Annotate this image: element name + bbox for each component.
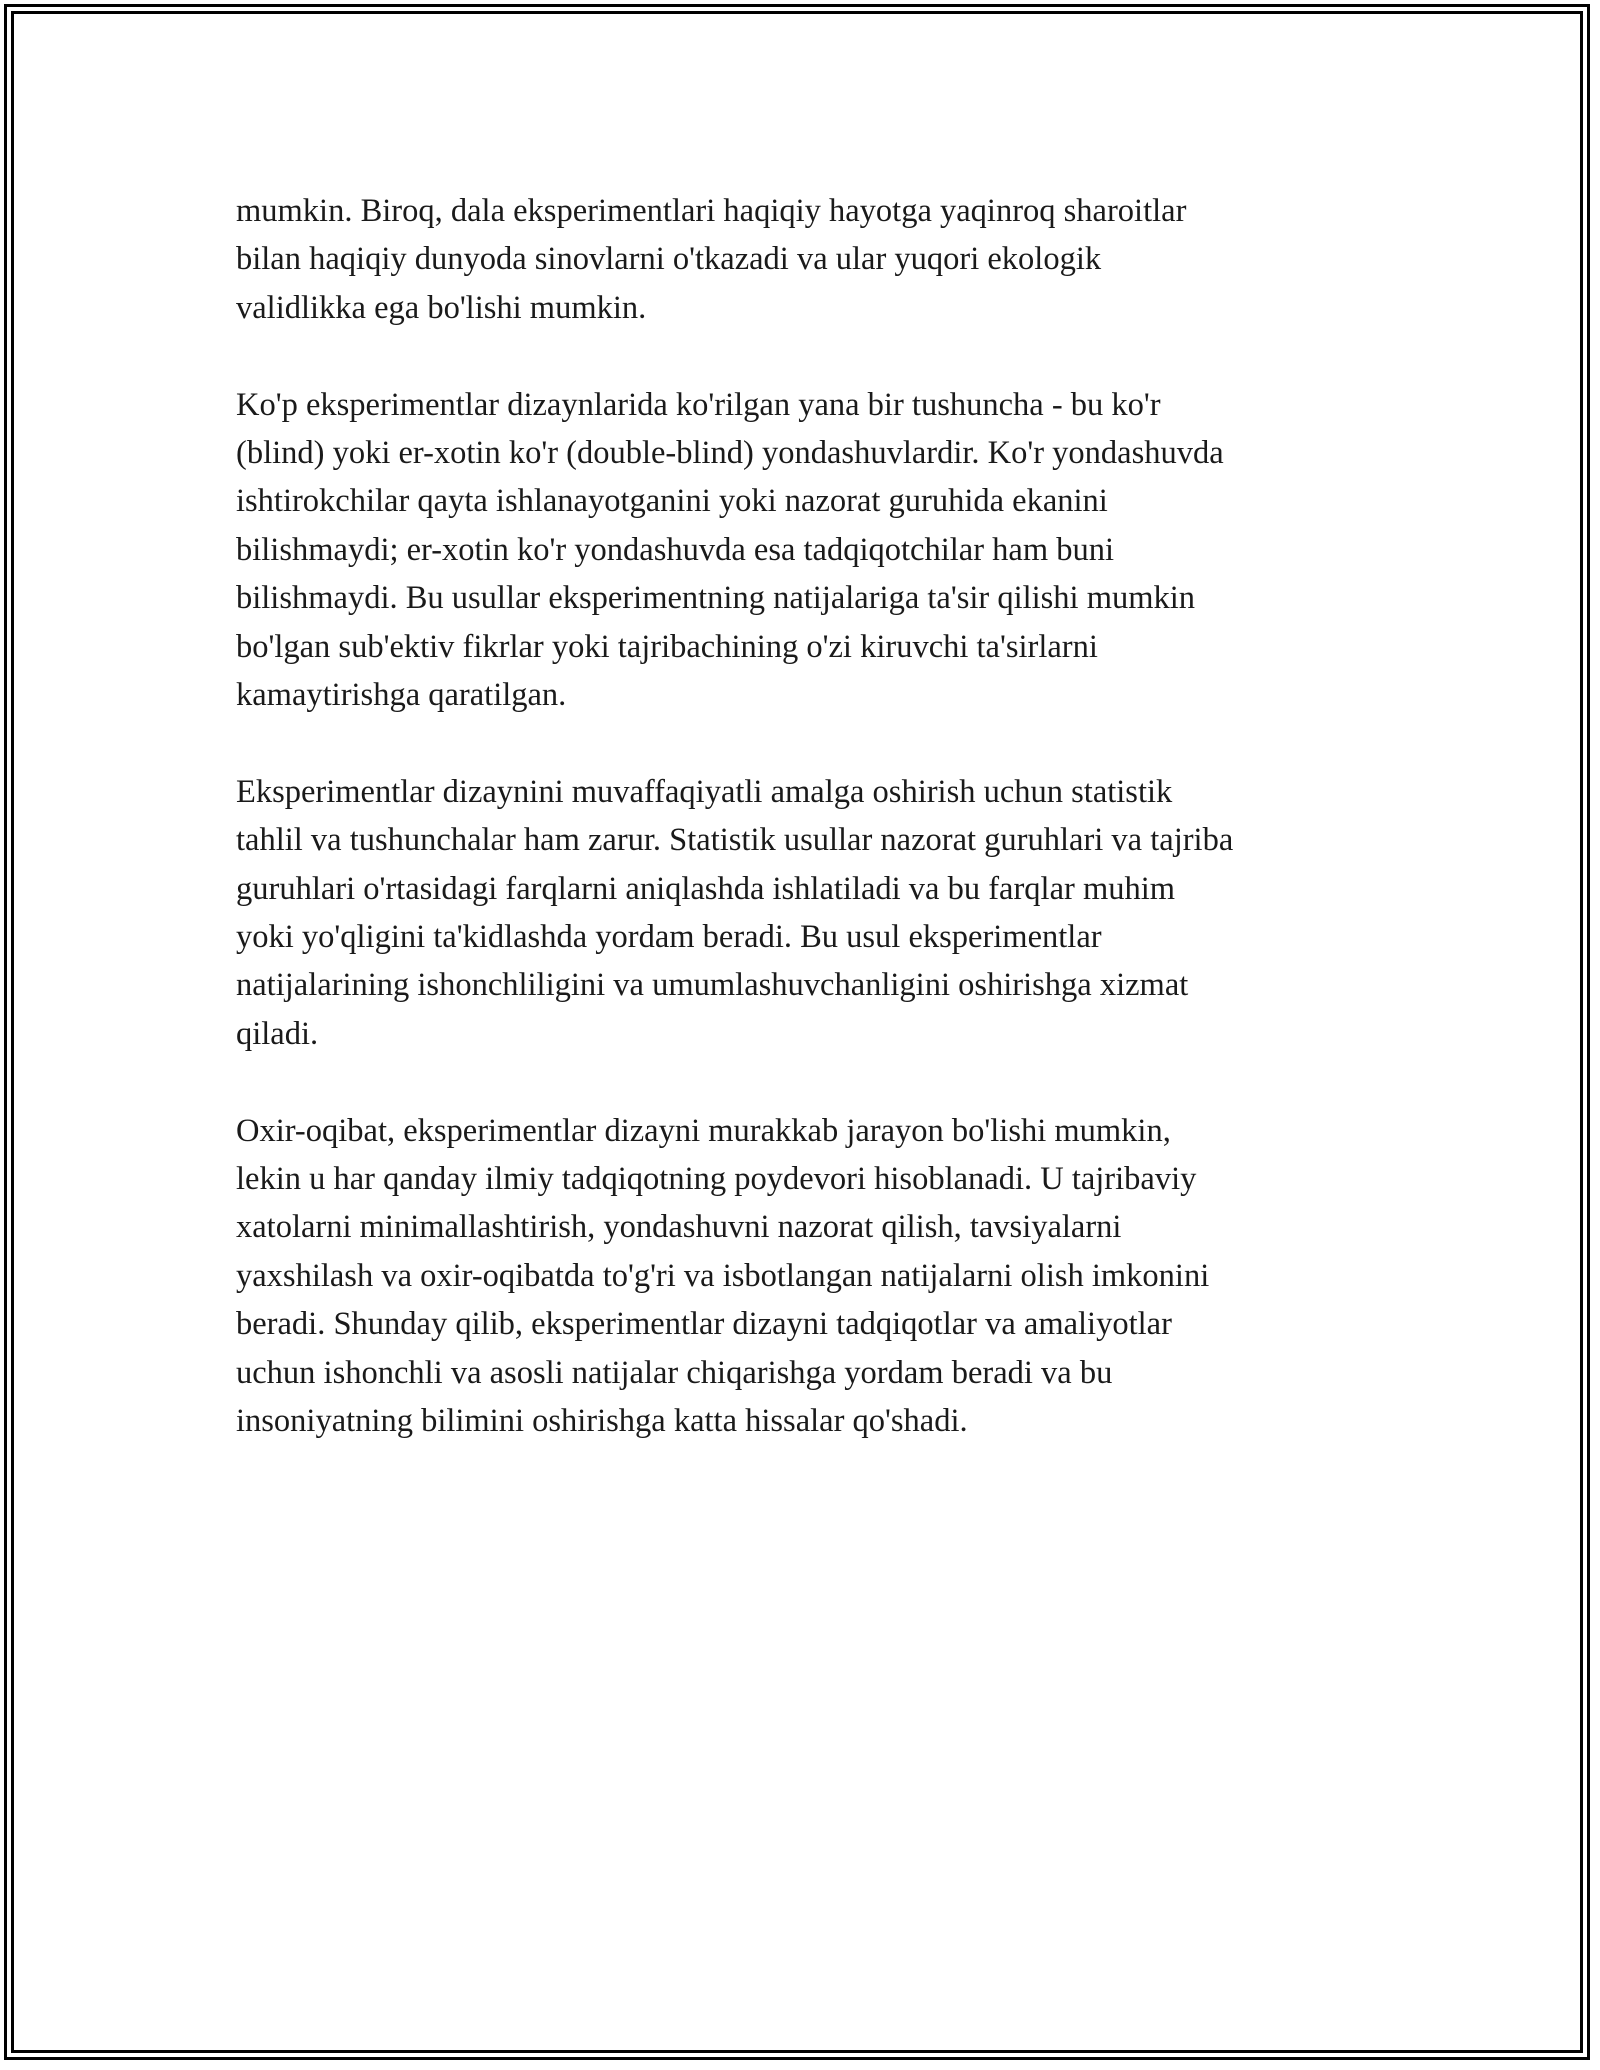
text-line: yoki yo'qligini ta'kidlashda yordam beradi. Bu usul eksperimentlar bbox=[236, 919, 1102, 956]
text-line: insoniyatning bilimini oshirishga katta hissalar qo'shadi. bbox=[236, 1403, 968, 1440]
text-line: (blind) yoki er-xotin ko'r (double-blind) yondashuvlardir. Ko'r yondashuvda bbox=[236, 435, 1224, 472]
text-line: Oxir-oqibat, eksperimentlar dizayni murakkab jarayon bo'lishi mumkin, bbox=[236, 1112, 1171, 1149]
text-line: lekin u har qanday ilmiy tadqiqotning poydevori hisoblanadi. U tajribaviy bbox=[236, 1161, 1197, 1198]
text-line: uchun ishonchli va asosli natijalar chiqarishga yordam beradi va bu bbox=[236, 1354, 1113, 1391]
text-line: beradi. Shunday qilib, eksperimentlar dizayni tadqiqotlar va amaliyotlar bbox=[236, 1306, 1172, 1343]
paragraph-1 bbox=[236, 187, 1386, 332]
text-line: validlikka ega bo'lishi mumkin. bbox=[236, 289, 647, 326]
text-line: tahlil va tushunchalar ham zarur. Statistik usullar nazorat guruhlari va tajriba bbox=[236, 822, 1234, 859]
text-line: bilishmaydi. Bu usullar eksperimentning natijalariga ta'sir qilishi mumkin bbox=[236, 580, 1196, 617]
text-line: kamaytirishga qaratilgan. bbox=[236, 677, 567, 714]
paragraph-2 bbox=[236, 381, 1386, 720]
document-body bbox=[236, 187, 1386, 1494]
text-line: Eksperimentlar dizaynini muvaffaqiyatli amalga oshirish uchun statistik bbox=[236, 773, 1173, 810]
paragraph-3 bbox=[236, 768, 1386, 1058]
text-line: bilan haqiqiy dunyoda sinovlarni o'tkazadi va ular yuqori ekologik bbox=[236, 241, 1102, 278]
paragraph-4 bbox=[236, 1107, 1386, 1446]
text-line: qiladi. bbox=[236, 1015, 319, 1052]
text-line: guruhlari o'rtasidagi farqlarni aniqlashda ishlatiladi va bu farqlar muhim bbox=[236, 870, 1176, 907]
text-line: yaxshilash va oxir-oqibatda to'g'ri va isbotlangan natijalarni olish imkonini bbox=[236, 1257, 1210, 1294]
text-line: bilishmaydi; er-xotin ko'r yondashuvda esa tadqiqotchilar ham buni bbox=[236, 531, 1115, 568]
text-line: mumkin. Biroq, dala eksperimentlari haqiqiy hayotga yaqinroq sharoitlar bbox=[236, 193, 1187, 229]
text-line: xatolarni minimallashtirish, yondashuvni nazorat qilish, tavsiyalarni bbox=[236, 1209, 1122, 1246]
text-line: natijalarining ishonchliligini va umumlashuvchanligini oshirishga xizmat bbox=[236, 967, 1189, 1004]
text-line: ishtirokchilar qayta ishlanayotganini yoki nazorat guruhida ekanini bbox=[236, 483, 1108, 520]
text-line: bo'lgan sub'ektiv fikrlar yoki tajribachining o'zi kiruvchi ta'sirlarni bbox=[236, 628, 1098, 665]
text-line: Ko'p eksperimentlar dizaynlarida ko'rilgan yana bir tushuncha - bu ko'r bbox=[236, 386, 1161, 423]
